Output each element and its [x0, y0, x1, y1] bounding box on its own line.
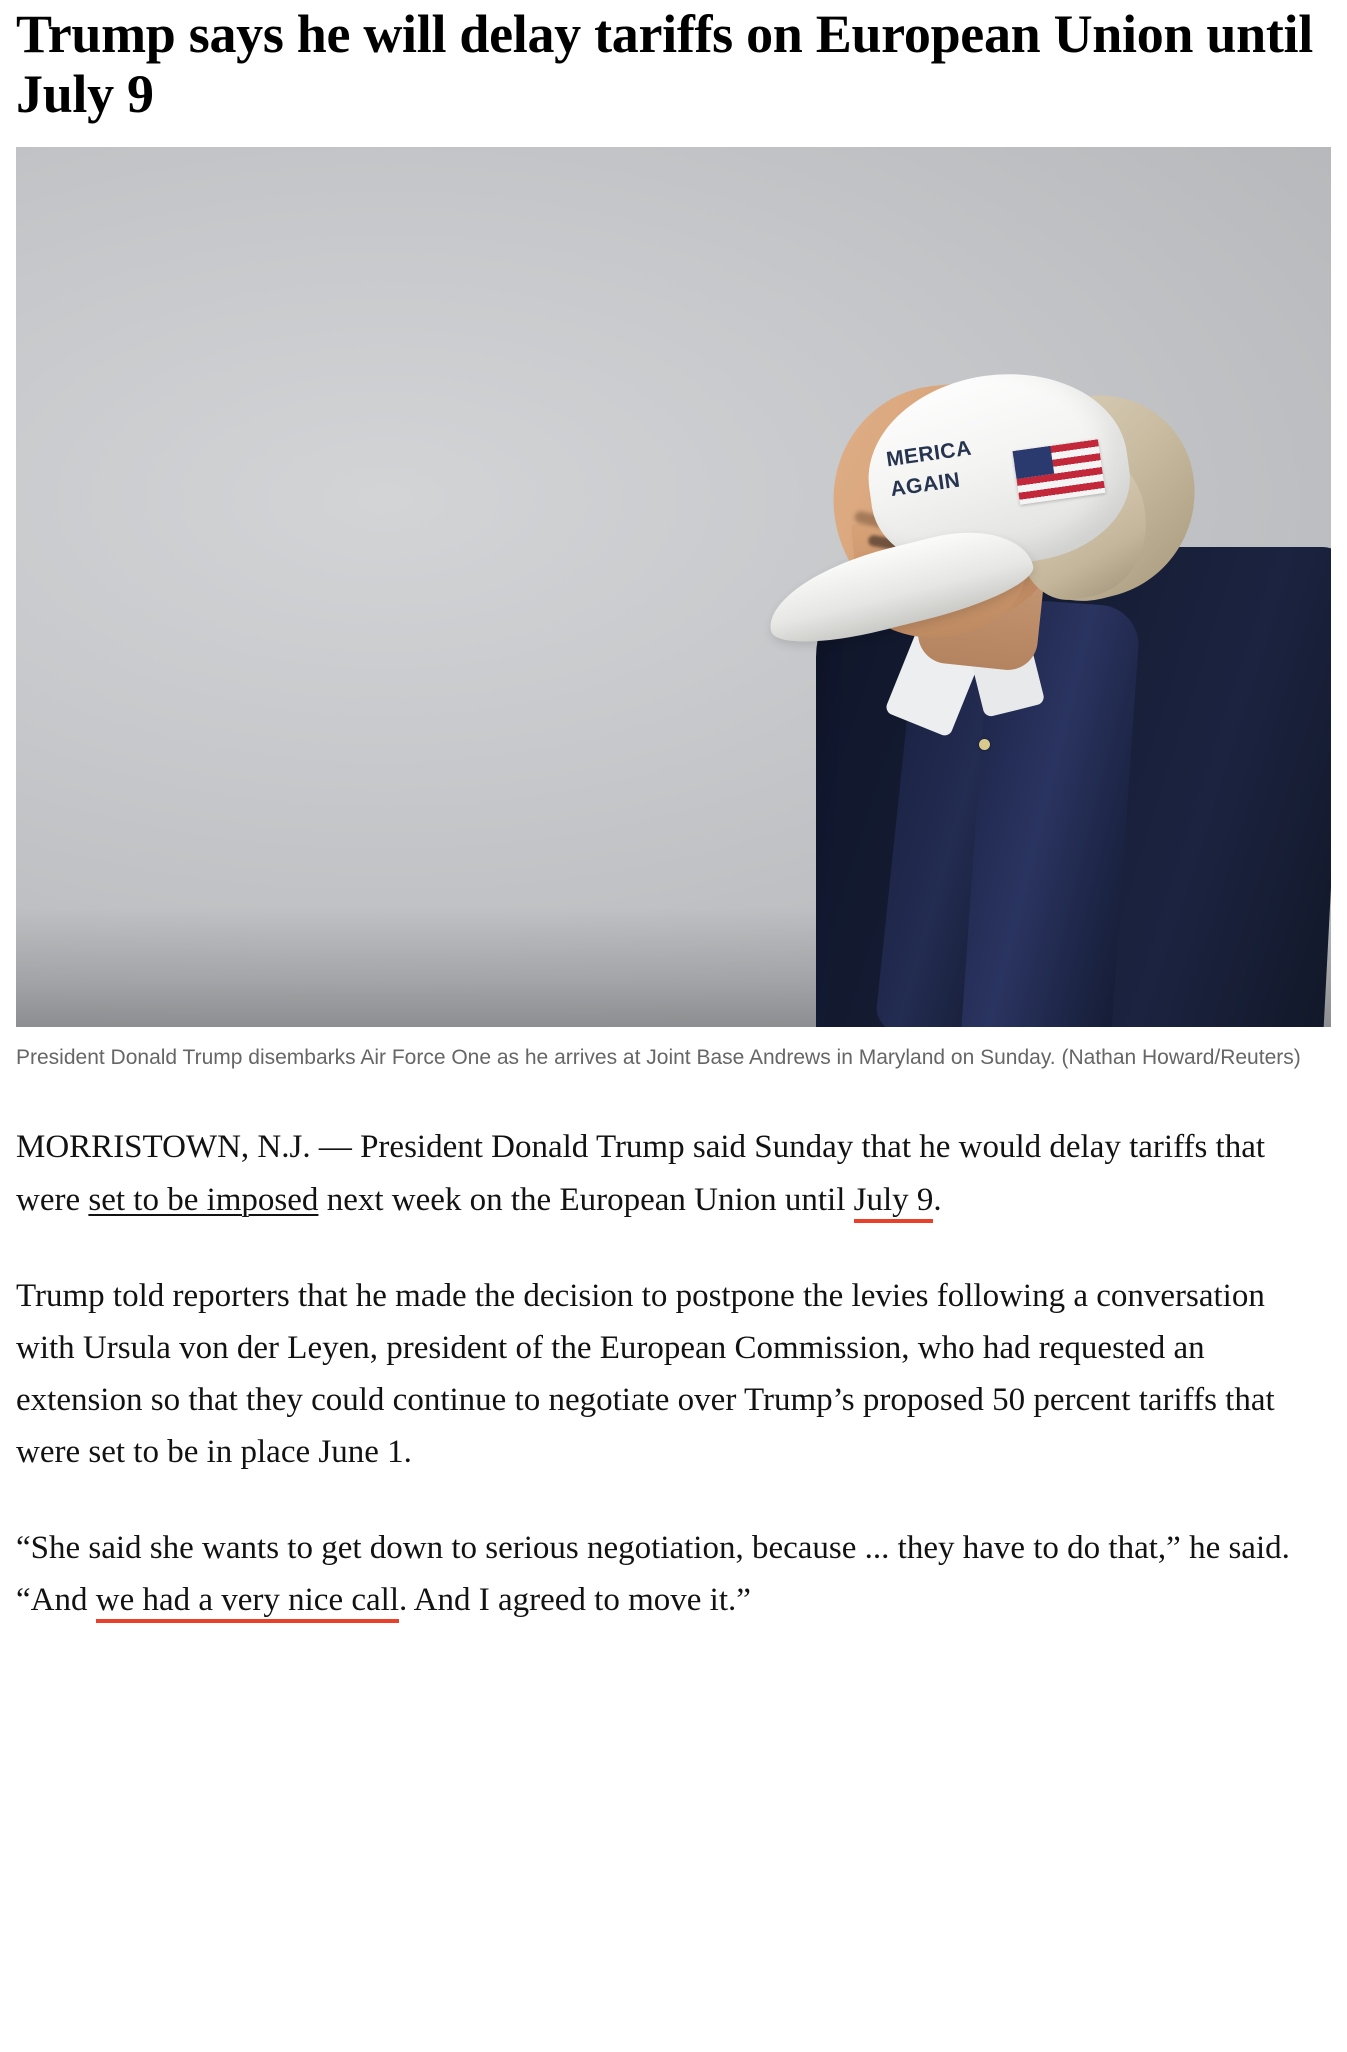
article-paragraph-3	[16, 1522, 1331, 1626]
photo-suit-button	[979, 739, 990, 750]
article-container	[0, 4, 1347, 1626]
article-paragraph-2: Trump told reporters that he made the decision to postpone the levies following a conversation with Ursula von der Leyen, president of the European Commission, who had requested an extension so that they could continue to negotiate over Trump’s proposed 50 percent tariffs that were set to be in place June 1.	[16, 1277, 1275, 1470]
photo-cap-text-line2: AGAIN	[889, 468, 962, 502]
highlight-very-nice-call: we had a very nice call	[96, 1582, 399, 1623]
article-paragraph-1	[16, 1121, 1331, 1225]
paragraph-3-segment-b: . And I agreed to move it.”	[399, 1582, 751, 1619]
article-photo	[16, 147, 1331, 1027]
paragraph-1-segment-a: MORRISTOWN, N.J. — President Donald Trump said Sunday that he would delay tariffs that were	[16, 1129, 1266, 1218]
page-title: Trump says he will delay tariffs on European Union until July 9	[16, 4, 1313, 125]
inline-link-set-to-be-imposed[interactable]: set to be imposed	[88, 1181, 319, 1218]
paragraph-3-segment-a: “She said she wants to get down to serious negotiation, because ... they have to do that,” he said. “And	[16, 1530, 1290, 1619]
photo-caption-text: President Donald Trump disembarks Air Force One as he arrives at Joint Base Andrews in Maryland on Sunday.	[16, 1045, 1056, 1069]
article-figure	[16, 147, 1331, 1073]
paragraph-1-segment-b: next week on the European Union until	[318, 1181, 854, 1218]
article-body	[16, 1121, 1331, 1626]
highlight-july-9: July 9	[854, 1182, 934, 1223]
photo-cap-text-line1: MERICA	[884, 436, 974, 472]
photo-caption	[16, 1043, 1316, 1073]
photo-credit: (Nathan Howard/Reuters)	[1061, 1045, 1301, 1069]
paragraph-1-segment-c: .	[933, 1181, 942, 1218]
